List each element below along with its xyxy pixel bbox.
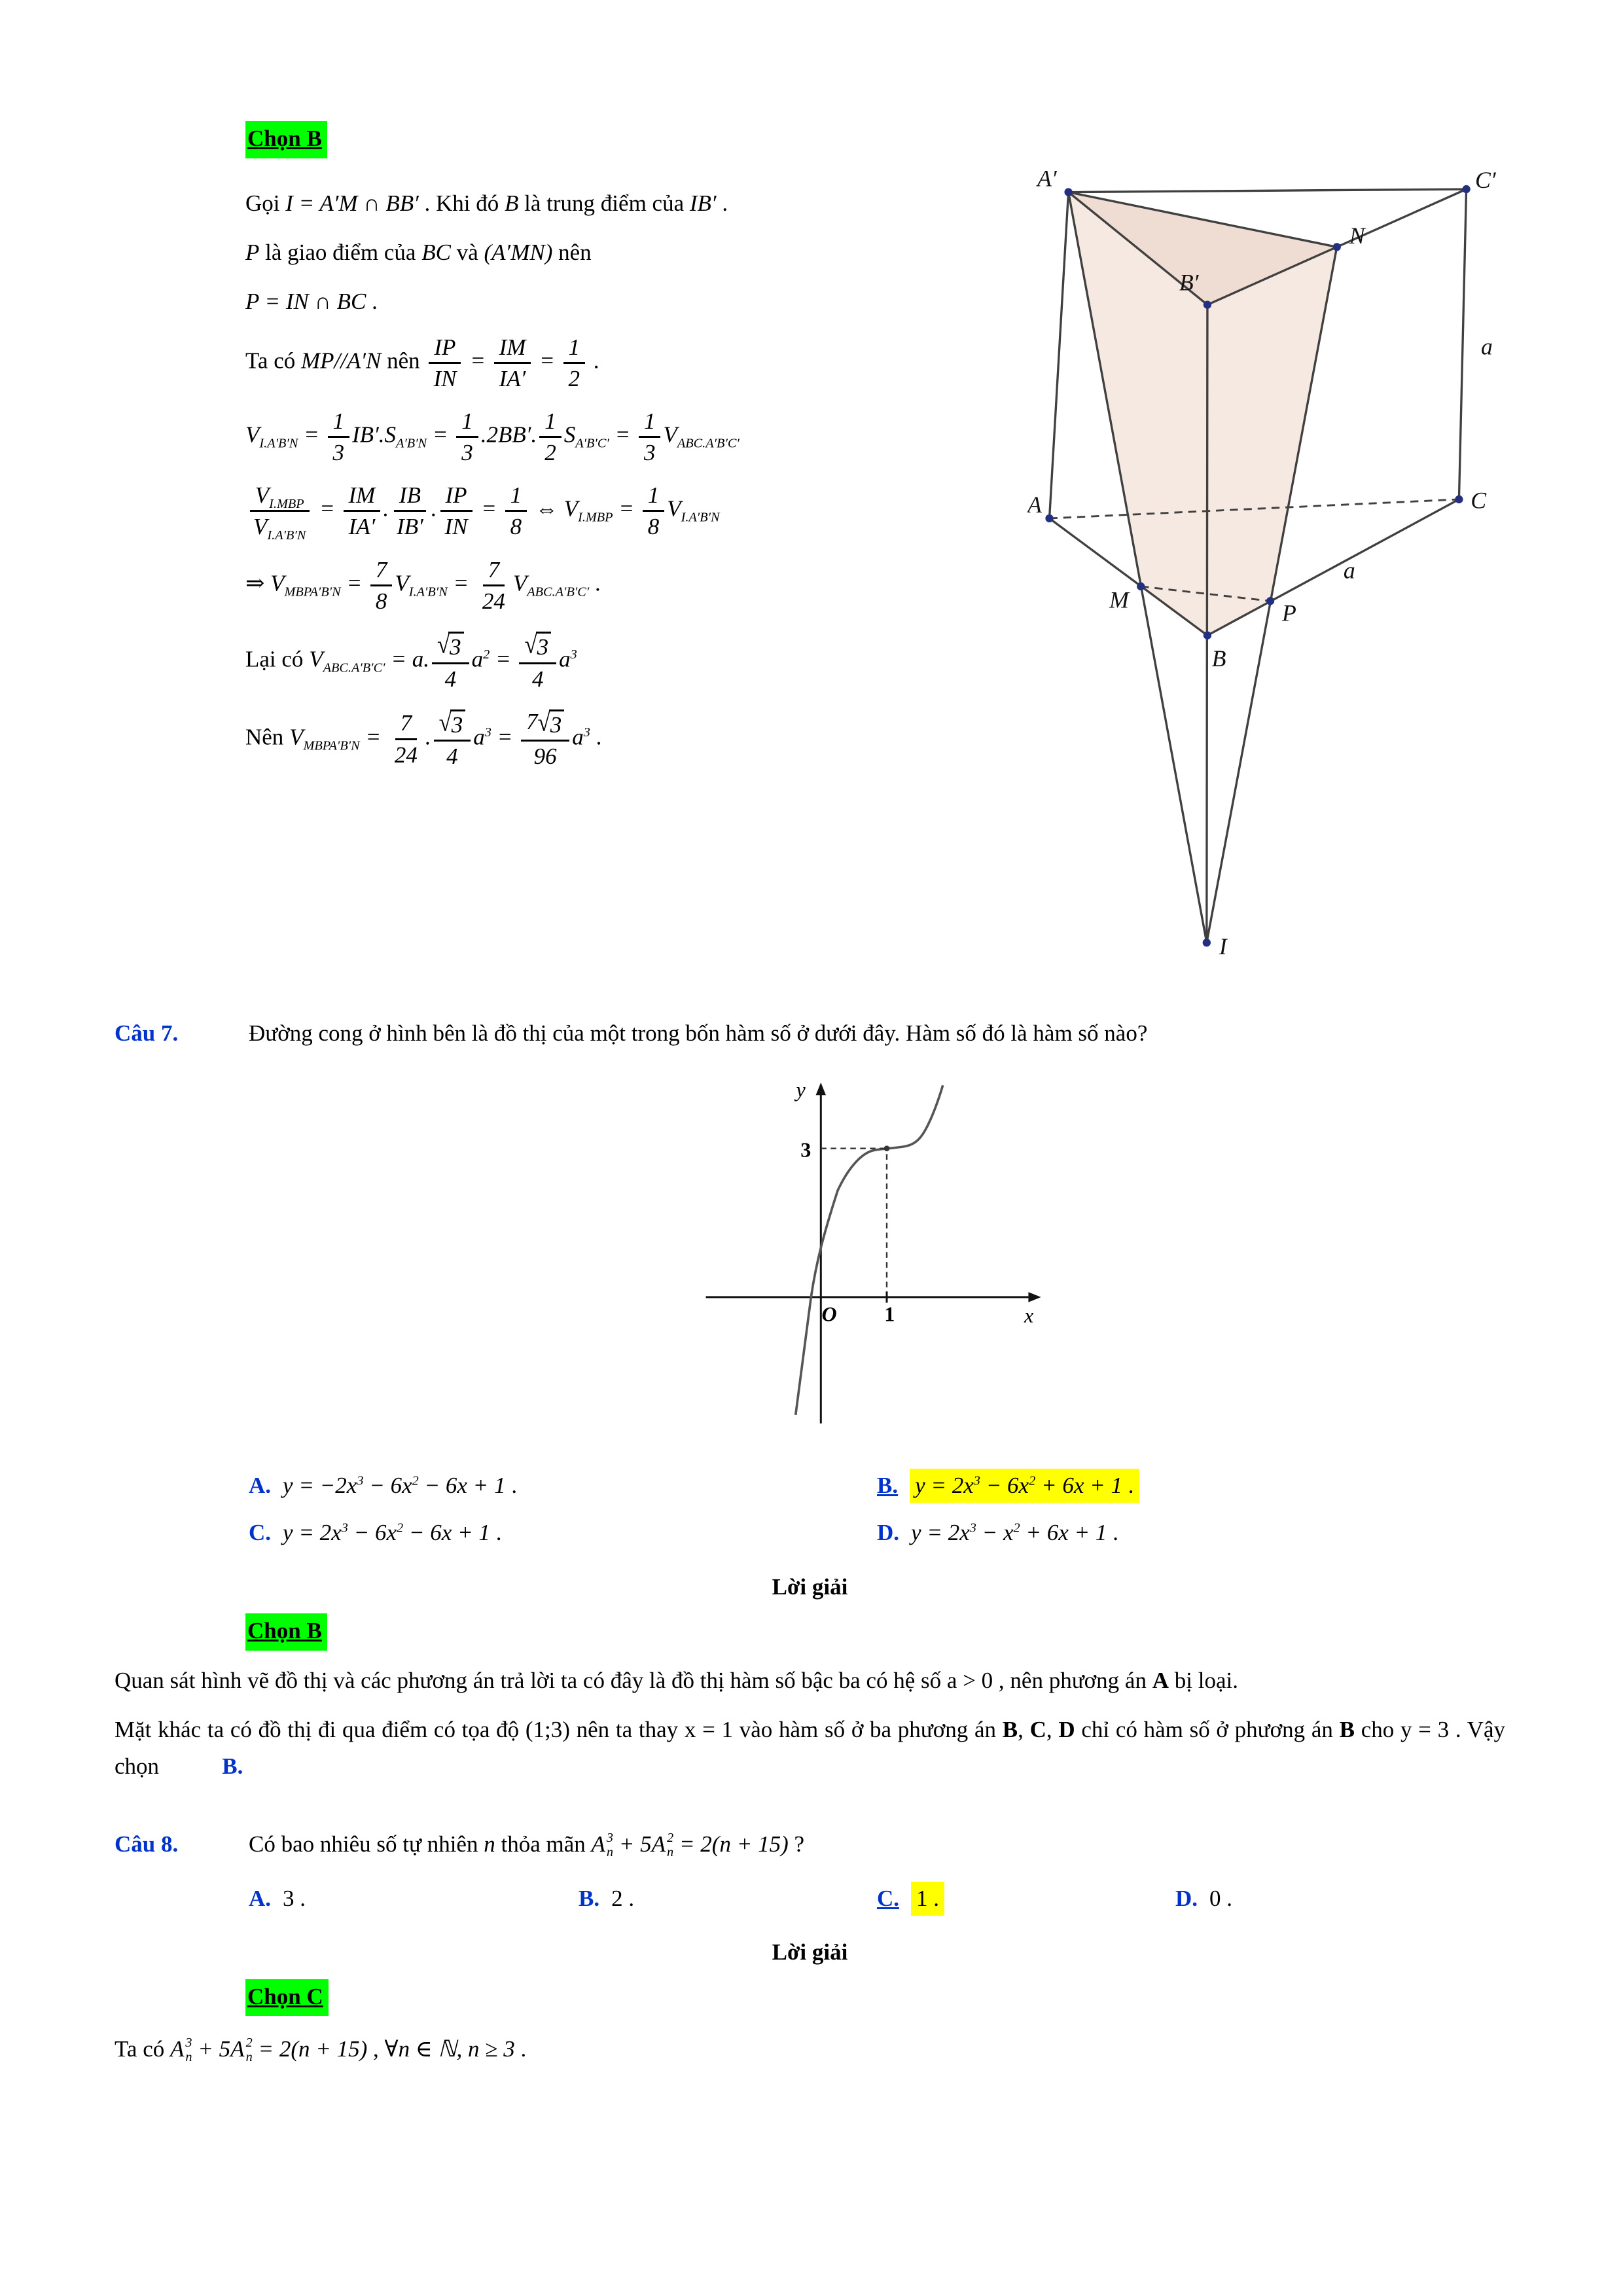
option-a-letter: A. [249,1472,272,1498]
cau7-options [249,1469,1505,1551]
cau7-option-b [877,1469,1505,1503]
y-axis-arrow [816,1083,826,1095]
solution-line-4: Ta có MP//A′N nên $\frac{IP}{IN}$ = $\frac{IM}{IA'}$ = $\frac{1}{2}$ . [245,334,599,391]
option-d-letter: D. [877,1520,900,1546]
cau7-loigiai-heading: Lời giải [772,1573,848,1600]
cau8-solution-line-1: Ta có A 3 n + 5 A 2 n = 2(n + 15) , ∀n ∈ ℕ, n ≥ 3 . [115,2035,527,2064]
cau8-chon-badge: Chọn C [245,1979,329,2017]
chon-b-badge: Chọn B [245,121,327,158]
option-c-value: 1 . [911,1882,944,1916]
option-c-formula: $y = 2x^3 - 6x^2 - 6x + 1$ . [283,1520,502,1546]
graph-dashed-guides [821,1149,887,1297]
cau7-explain-1: Quan sát hình vẽ đồ thị và các phương án trả lời ta có đây là đồ thị hàm số bậc ba có hệ số a > 0 , nên phương án A bị loại. [115,1667,1238,1693]
cau7-chon-badge: Chọn B [245,1613,327,1651]
option-b-value: 2 . [611,1885,635,1911]
label-i: I [1219,933,1227,960]
solution-line-6: $V_{I.MBP}$ $V_{I.A'B'N}$ = $\frac{IM}{IA'}$ . $\frac{IB}{IB'}$ . $\frac{IP}{IN}$ = $\frac{1}{8}$ ⇔ $V_{I.MBP}$ = $\frac{1}{8}$ $V_{I.A'B'N}$ [245,482,1008,539]
label-n: N [1349,222,1365,249]
option-a-formula: $y = -2x^3 - 6x^2 - 6x + 1$ . [283,1472,518,1498]
label-a-prime: A′ [1037,170,1057,192]
cau7-section [115,1016,1505,1785]
origin-label: O [821,1302,837,1326]
cau8-option-a [249,1882,579,1916]
cau8-option-c [877,1882,1175,1916]
graph-labels [794,1078,1034,1327]
y-axis-label: y [796,1077,806,1102]
cau7-option-c [249,1516,877,1551]
cau7-option-d [877,1516,1505,1551]
prism-figure [1027,170,1525,975]
cau7-explain-2: Mặt khác ta có đồ thị đi qua điểm có tọa độ (1;3) nên ta thay x = 1 vào hàm số ở ba phương án B, C, D chỉ có hàm số ở phương án B cho y = 3 . Vậy chọn B. [115,1716,1506,1780]
cau8-option-d [1175,1882,1505,1916]
option-d-formula: $y = 2x^3 - x^2 + 6x + 1$ . [911,1520,1118,1546]
option-a-letter: A. [249,1885,272,1911]
option-b-letter: B. [578,1885,600,1911]
cubic-graph [681,1073,1073,1452]
option-a-value: 3 . [283,1885,306,1911]
label-c-point: C [1471,486,1487,513]
label-m: M [1109,586,1129,613]
solution-prev-section [115,121,1505,975]
option-c-letter: C. [876,1885,900,1911]
label-p: P [1281,599,1296,626]
solution-steps [245,170,1008,787]
cau7-option-a [249,1469,877,1503]
label-b-prime: B′ [1179,268,1199,295]
option-d-value: 0 . [1209,1885,1233,1911]
cau8-section [115,1827,1505,2065]
cau7-label: Câu 7. [115,1020,179,1046]
option-b-letter: B. [877,1472,899,1498]
point-1-3 [884,1146,890,1152]
solution-line-7: ⇒ $V_{MBPA'B'N}$ = $\frac{7}{8}$ $V_{I.A'B'N}$ = $\frac{7}{24}$ $V_{ABC.A'B'C'}$ . [245,556,601,614]
y-tick-3: 3 [800,1138,812,1162]
solution-line-3: P = IN ∩ BC . [245,288,378,314]
label-a-right-edge: a [1480,333,1493,360]
label-b: B [1211,645,1226,672]
label-a-point: A [1027,491,1042,518]
cau8-option-b [579,1882,877,1916]
cau8-loigiai-heading: Lời giải [772,1939,848,1965]
option-d-letter: D. [1175,1885,1198,1911]
cubic-curve [796,1086,943,1416]
option-c-letter: C. [249,1520,272,1546]
label-c-prime: C′ [1474,170,1496,193]
solution-line-5: $V_{I.A'B'N}$ = $\frac{1}{3}$ $IB'.S_{A'B'N}$ = $\frac{1}{3}$ .2BB′. $\frac{1}{2}$ $S_{A'B'C'}$ = $\frac{1}{3}$ $V_{ABC.A'B'C'}$ [245,408,740,466]
cau8-question: Có bao nhiêu số tự nhiên n thỏa mãn A 3 n + 5 A 2 n = 2(n + 15) ? [249,1831,805,1860]
label-a-bottom-edge: a [1343,557,1355,584]
solution-line-2: P là giao điểm của BC và (A′MN) nên [245,239,592,265]
solution-line-1: Gọi I = A′M ∩ BB′ . Khi đó B là trung điểm của IB′ . [245,190,728,216]
option-b-formula: $y = 2x^3 - 6x^2 + 6x + 1$ . [910,1469,1139,1503]
x-axis-arrow [1028,1293,1041,1302]
x-tick-1: 1 [884,1302,895,1326]
graph-axes [706,1092,1029,1424]
solution-line-9: Nên $V_{MBPA'B'N}$ = $\frac{7}{24}$ . √ 3 4 $a^3$ = 7 √ 3 96 $a^3$ . [245,708,602,770]
x-axis-label: x [1024,1303,1034,1327]
cau8-label: Câu 8. [115,1831,179,1857]
cau8-options [249,1882,1505,1916]
cau7-question: Đường cong ở hình bên là đồ thị của một trong bốn hàm số ở dưới đây. Hàm số đó là hàm số nào? [249,1020,1148,1046]
solution-line-8: Lại có $V_{ABC.A'B'C'} = a$. √ 3 4 $a^2$ = √ 3 4 $a^3$ [245,630,577,692]
